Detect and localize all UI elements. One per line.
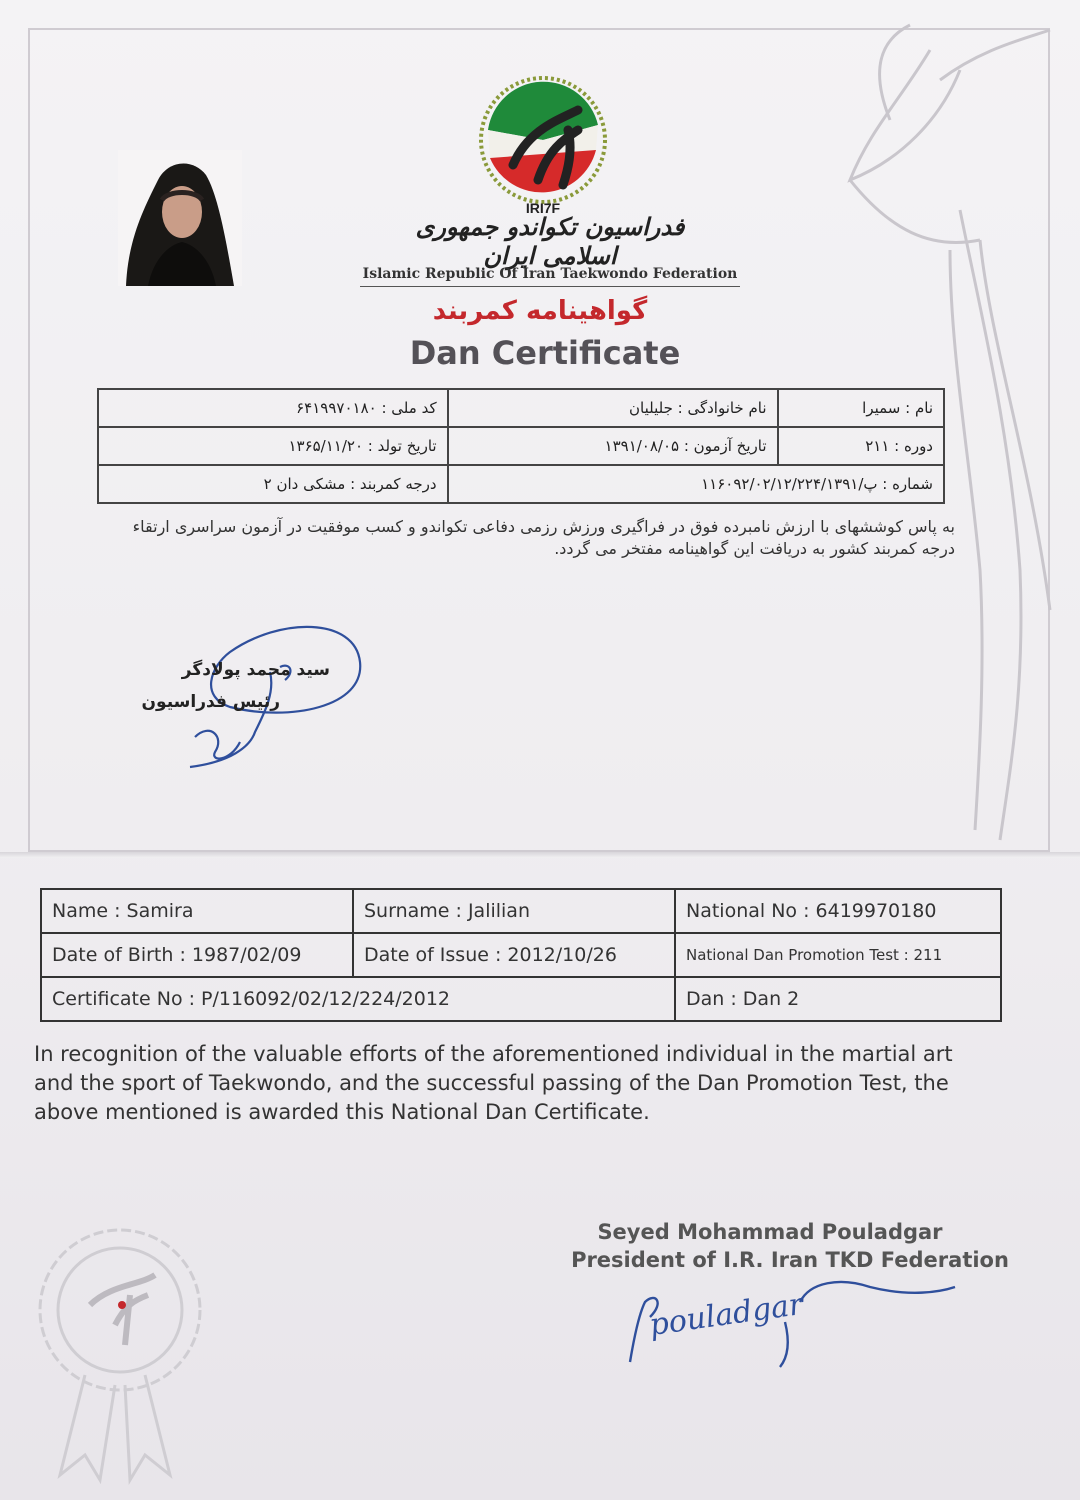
persian-surname-cell: نام خانوادگی : جلیلیان [448, 389, 778, 427]
federation-name-persian: فدراسیون تکواندو جمهوری اسلامی ایران [415, 212, 685, 270]
table-row [41, 933, 1001, 977]
page-fold-divider [0, 852, 1080, 858]
table-row [98, 389, 944, 427]
persian-signatory-role: رئیس فدراسیون [141, 692, 280, 712]
english-body-text: In recognition of the valuable efforts of the aforementioned individual in the martial art and the sport of Taekwondo, and the successful passing of the Dan Promotion Test, the above mentioned is awarded this National Dan Certificate. [34, 1042, 953, 1124]
persian-name-cell: نام : سمیرا [778, 389, 944, 427]
persian-number-cell: شماره : پ/۱۱۶۰۹۲/۰۲/۱۲/۲۲۴/۱۳۹۱ [448, 465, 944, 503]
english-name-cell: Name : Samira [41, 889, 353, 933]
persian-exam-date-cell: تاریخ آزمون : ۱۳۹۱/۰۸/۰۵ [448, 427, 778, 465]
table-row [41, 977, 1001, 1021]
certificate-title-persian: گواهینامه کمربند [432, 296, 648, 326]
english-info-table [40, 888, 1002, 1022]
table-row [41, 889, 1001, 933]
holder-photo [118, 150, 242, 286]
federation-logo-icon [468, 70, 618, 220]
table-row [98, 465, 944, 503]
english-certificate-no-cell: Certificate No : P/116092/02/12/224/2012 [41, 977, 675, 1021]
logo-text: IRI7F [525, 200, 561, 216]
certificate-title-english: Dan Certificate [409, 334, 681, 372]
persian-national-code-cell: کد ملی : ۶۴۱۹۹۷۰۱۸۰ [98, 389, 448, 427]
federation-name-english: Islamic Republic Of Iran Taekwondo Federation [360, 266, 740, 287]
persian-course-cell: دوره : ۲۱۱ [778, 427, 944, 465]
table-row [98, 427, 944, 465]
persian-body-text: به پاس کوششهای با ارزش نامبرده فوق در فراگیری ورزش رزمی دفاعی تکواندو و کسب موفقیت در آزمون سراسری ارتقاء درجه کمربند کشور به دریافت این گواهینامه مفتخر می گردد. [132, 517, 955, 558]
english-national-no-cell: National No : 6419970180 [675, 889, 1001, 933]
english-promotion-test-cell: National Dan Promotion Test : 211 [675, 933, 1001, 977]
persian-belt-degree-cell: درجه کمربند : مشکی دان ۲ [98, 465, 448, 503]
english-dan-cell: Dan : Dan 2 [675, 977, 1001, 1021]
embossed-seal-icon [30, 1215, 210, 1485]
english-signatory-name: Seyed Mohammad Pouladgar [597, 1220, 943, 1244]
handwritten-signature-text: pouladgar [647, 1286, 806, 1344]
english-surname-cell: Surname : Jalilian [353, 889, 675, 933]
persian-birth-date-cell: تاریخ تولد : ۱۳۶۵/۱۱/۲۰ [98, 427, 448, 465]
english-signature-ink-icon [610, 1262, 960, 1372]
english-signatory-role: President of I.R. Iran TKD Federation [571, 1248, 1009, 1272]
english-birth-date-cell: Date of Birth : 1987/02/09 [41, 933, 353, 977]
english-issue-date-cell: Date of Issue : 2012/10/26 [353, 933, 675, 977]
persian-info-table [97, 388, 945, 504]
persian-signatory-name: سید محمد پولادگر [181, 660, 330, 680]
